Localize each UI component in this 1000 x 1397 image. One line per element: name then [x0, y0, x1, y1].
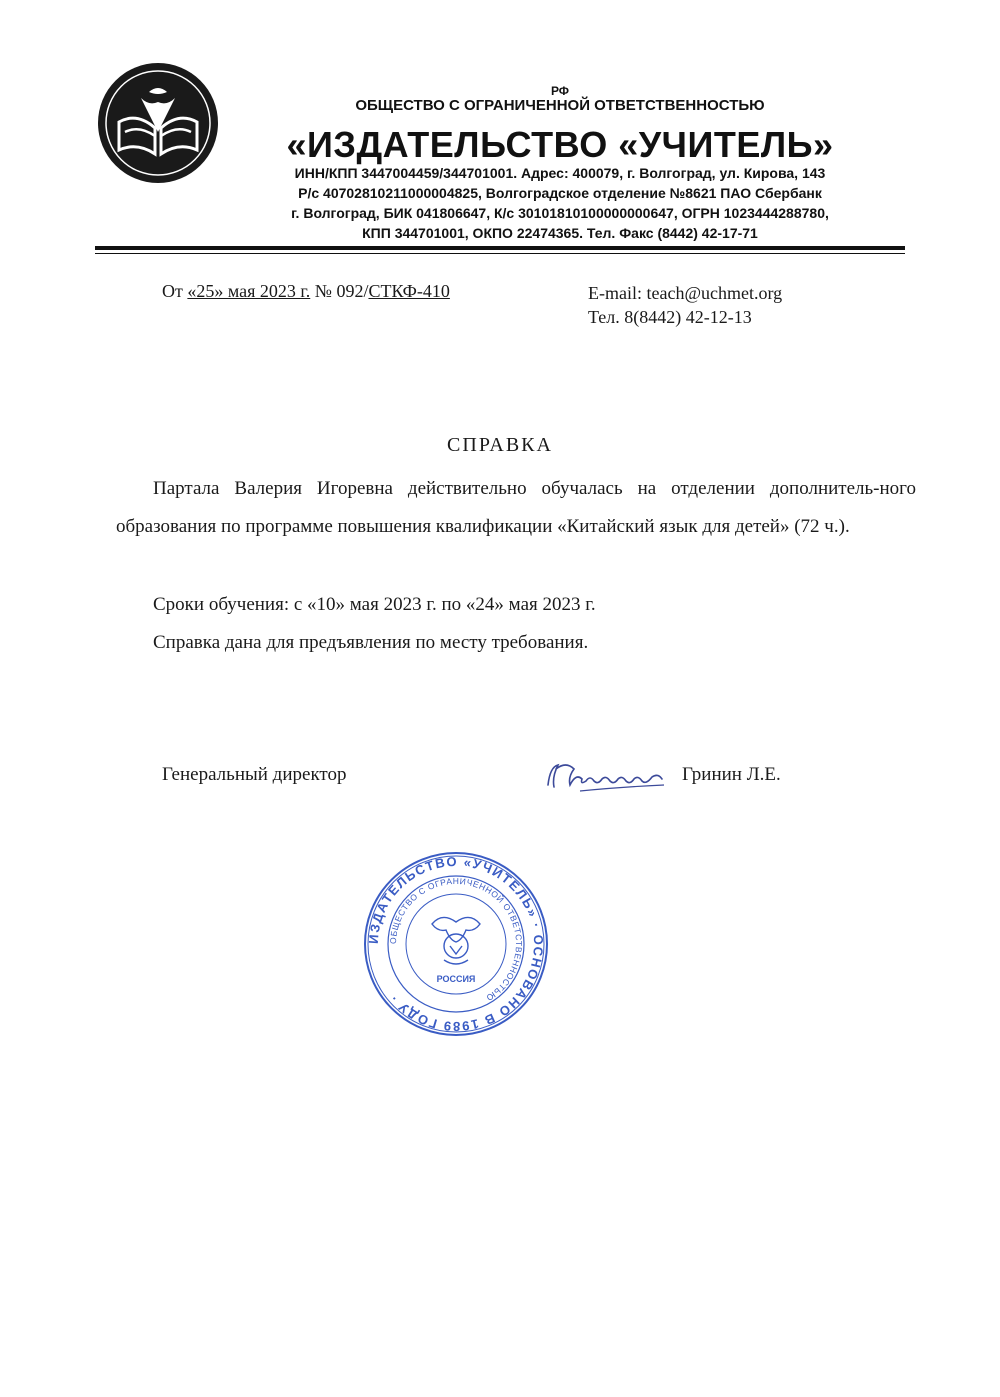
- signatory-name: Гринин Л.Е.: [682, 764, 781, 785]
- official-stamp: [362, 850, 550, 1038]
- header-requisites-line: Р/с 40702810211000004825, Волгоградское отделение №8621 ПАО Сбербанк: [298, 185, 822, 201]
- header-org-name: «ИЗДАТЕЛЬСТВО «УЧИТЕЛЬ»: [286, 124, 834, 165]
- reference-line: [162, 281, 450, 302]
- body-paragraph-main: Партала Валерия Игоревна действительно обучалась на отделении дополнитель-ного образования по программе повышения квалификации «Китайский язык для детей» (72 ч.).: [116, 478, 916, 537]
- reference-date: «25» мая 2023 г.: [187, 281, 311, 301]
- contact-block: [588, 281, 782, 329]
- svg-text:ИЗДАТЕЛЬСТВО «УЧИТЕЛЬ» · ОСНОВ: ИЗДАТЕЛЬСТВО «УЧИТЕЛЬ» · ОСНОВАНО В 1989 ГОДУ ·: [365, 853, 547, 1035]
- header-requisites-line: КПП 344701001, ОКПО 22474365. Тел. Факс (8442) 42-17-71: [362, 225, 758, 241]
- header-country: РФ: [550, 84, 570, 98]
- reference-number-prefix: № 092/: [310, 281, 369, 301]
- header-divider-thin: [95, 253, 905, 254]
- header-requisites-line: г. Волгоград, БИК 041806647, К/с 30101810100000000647, ОГРН 1023444288780,: [291, 205, 829, 221]
- document-title: СПРАВКА: [447, 434, 553, 456]
- body-paragraph-purpose: Справка дана для предъявления по месту требования.: [153, 632, 589, 653]
- header-requisites-line: ИНН/КПП 3447004459/344701001. Адрес: 400079, г. Волгоград, ул. Кирова, 143: [294, 165, 826, 181]
- reference-number: СТКФ-410: [368, 281, 450, 301]
- body-paragraph-dates: Сроки обучения: с «10» мая 2023 г. по «24» мая 2023 г.: [153, 594, 596, 615]
- handwritten-signature: [540, 755, 670, 795]
- header-org-type: ОБЩЕСТВО С ОГРАНИЧЕННОЙ ОТВЕТСТВЕННОСТЬЮ: [355, 97, 765, 114]
- svg-text:РОССИЯ: РОССИЯ: [436, 974, 476, 984]
- svg-text:ОБЩЕСТВО С ОГРАНИЧЕННОЙ ОТВЕТС: ОБЩЕСТВО С ОГРАНИЧЕННОЙ ОТВЕТСТВЕННОСТЬЮ: [387, 875, 525, 1004]
- signatory-position: Генеральный директор: [162, 764, 347, 785]
- reference-prefix: От: [162, 281, 188, 301]
- header-divider-thick: [95, 246, 905, 250]
- contact-phone: Тел. 8(8442) 42-12-13: [588, 307, 752, 327]
- contact-email: E-mail: teach@uchmet.org: [588, 283, 783, 303]
